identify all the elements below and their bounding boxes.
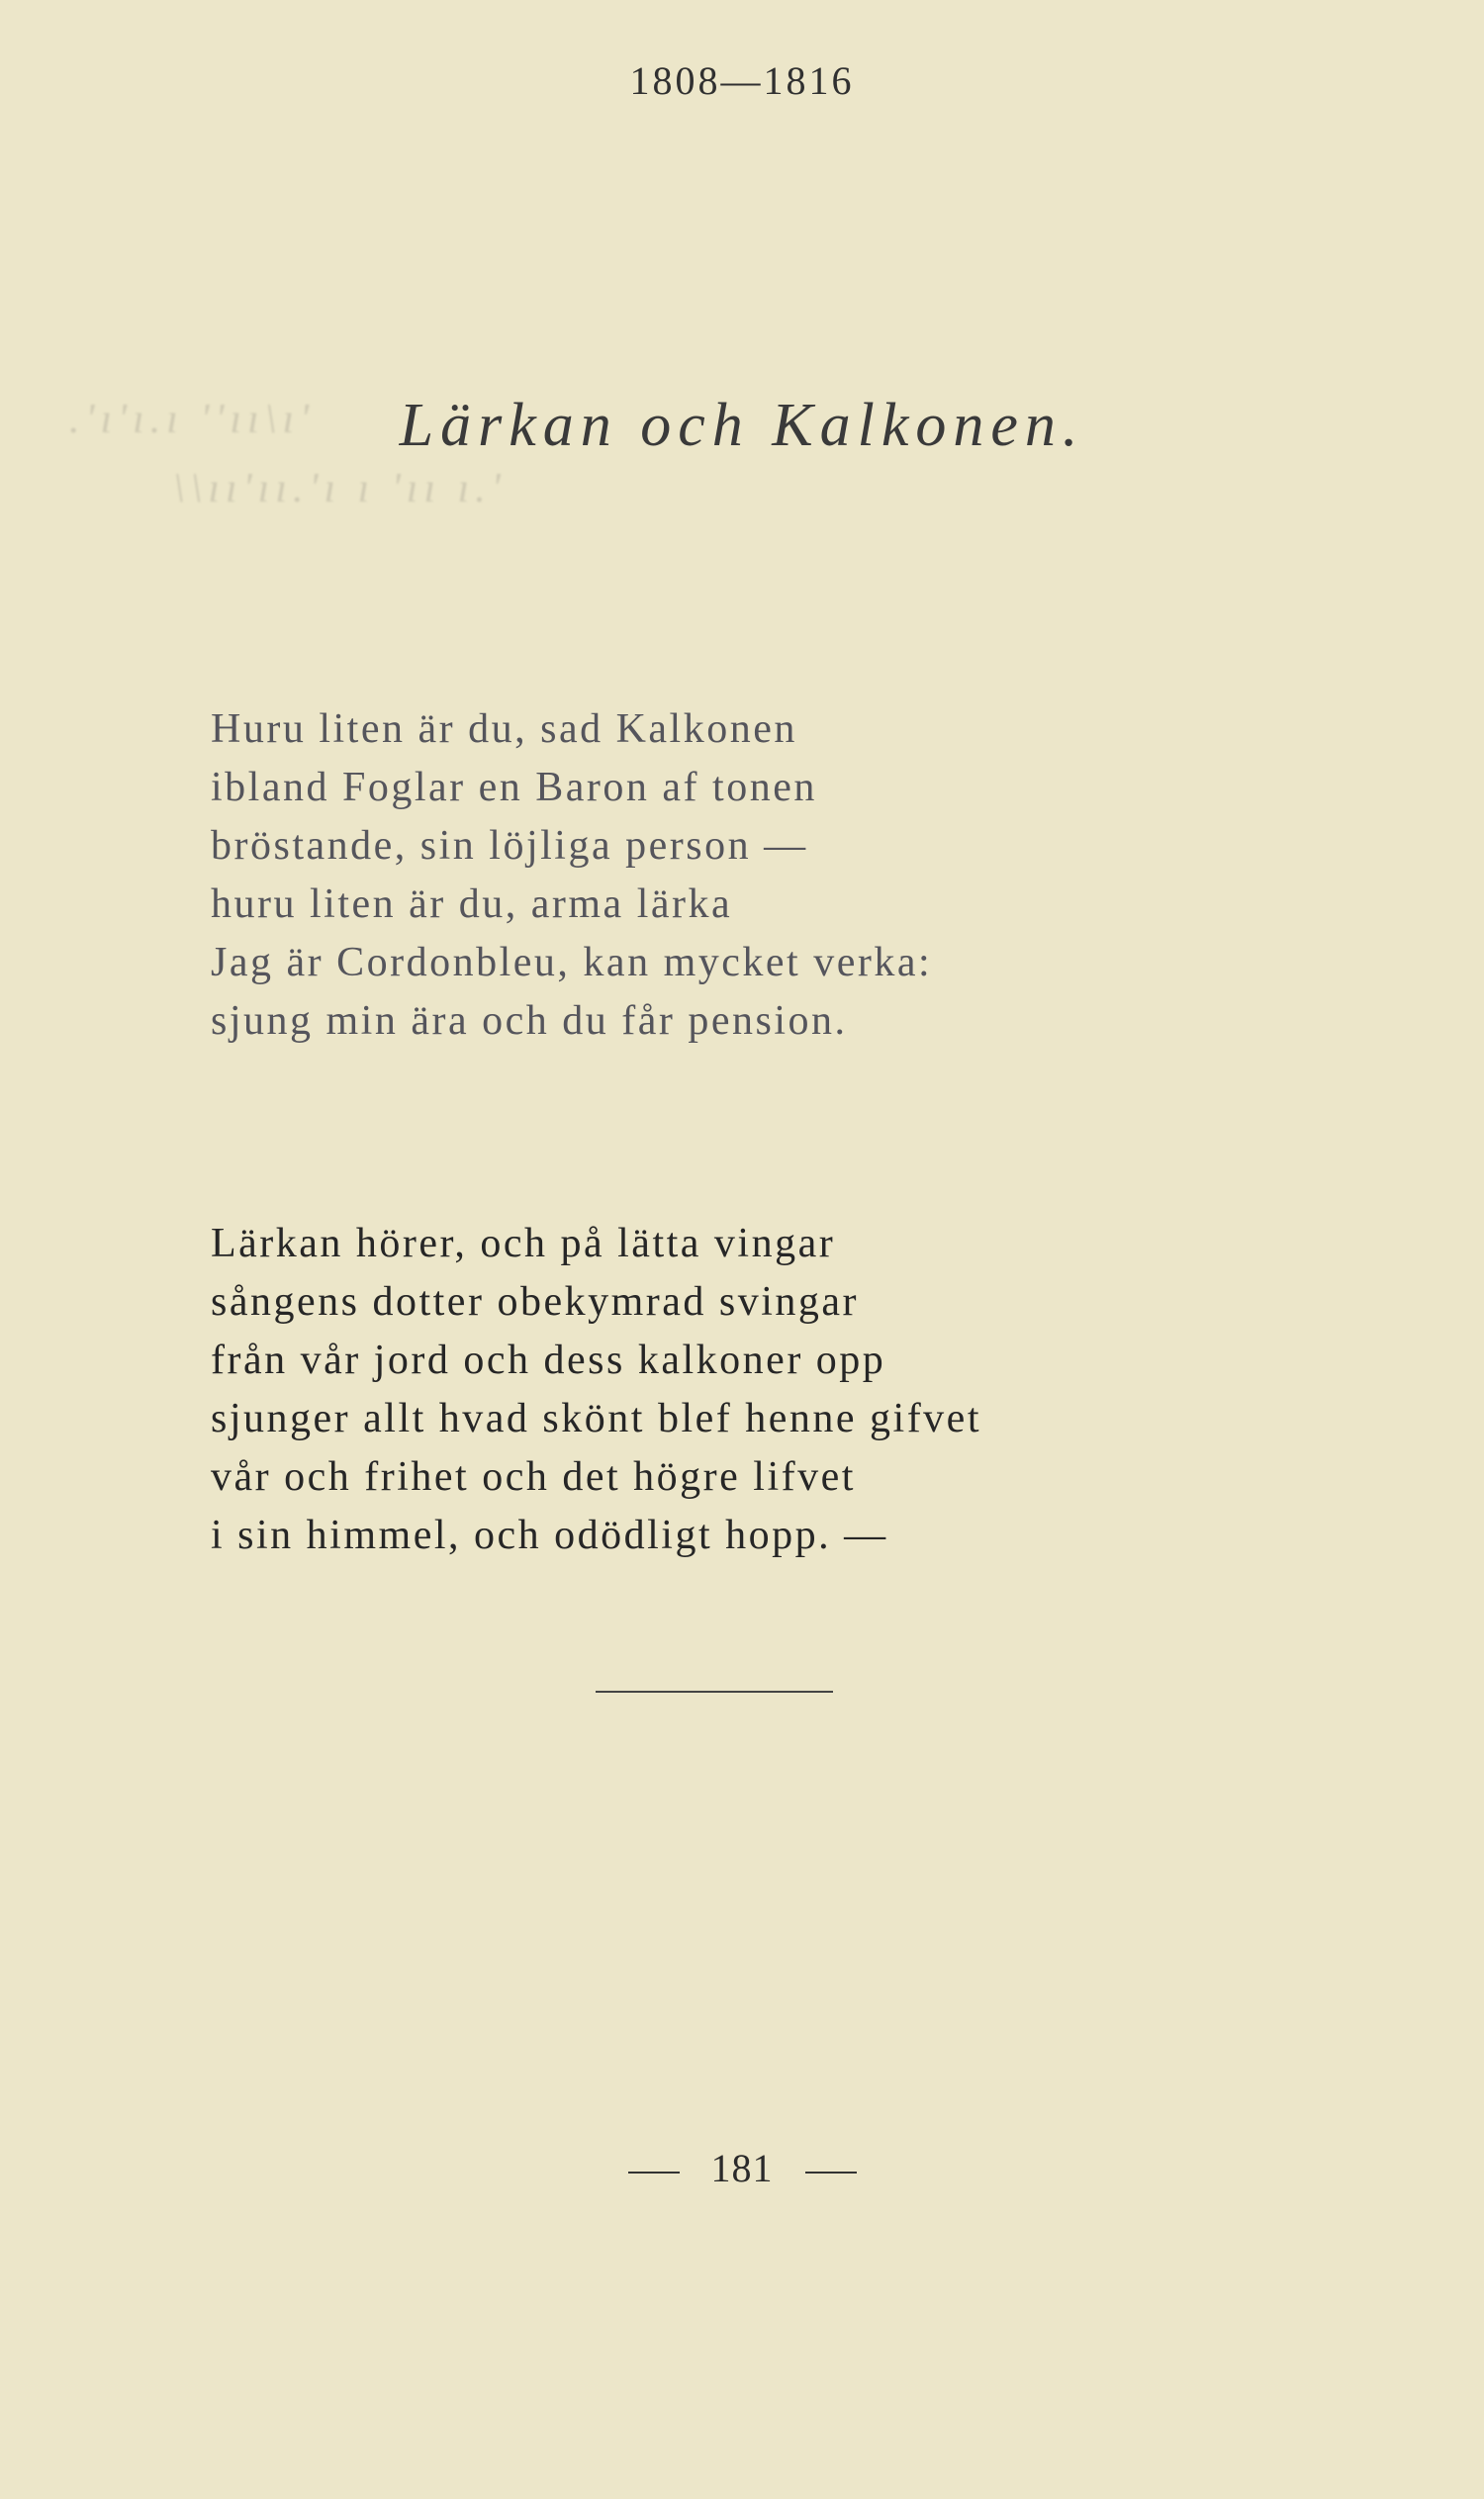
verse-line: Jag är Cordonbleu, kan mycket verka:	[211, 940, 933, 985]
verse-line: sjunger allt hvad skönt blef henne gifvet	[211, 1396, 981, 1441]
verse-line: ibland Foglar en Baron af tonen	[211, 765, 817, 810]
poem-title: Lärkan och Kalkonen.	[399, 392, 1085, 459]
stanza-2	[211, 1215, 981, 1565]
verse-line: sjung min ära och du får pension.	[211, 998, 848, 1044]
verse-line: från vår jord och dess kalkoner opp	[211, 1338, 886, 1383]
verse-line: huru liten är du, arma lärka	[211, 881, 733, 927]
show-through-text: .'ı'ı.ı ''ıı\ı'	[69, 397, 316, 442]
dash-right	[805, 2172, 857, 2174]
section-divider	[596, 1691, 833, 1693]
dash-left	[628, 2172, 680, 2174]
page-number: 181	[710, 2146, 774, 2190]
stanza-1	[211, 700, 932, 1051]
verse-line: i sin himmel, och odödligt hopp. —	[211, 1513, 888, 1558]
show-through-text: \\ıı'ıı.'ı ı 'ıı ı.'	[173, 466, 507, 511]
running-head: 1808—1816	[629, 58, 855, 103]
verse-line: Huru liten är du, sad Kalkonen	[211, 706, 797, 752]
verse-line: bröstande, sin löjliga person —	[211, 823, 808, 869]
verse-line: Lärkan hörer, och på lätta vingar	[211, 1221, 836, 1266]
verse-line: sångens dotter obekymrad svingar	[211, 1279, 860, 1325]
page-number-footer	[0, 2145, 1484, 2191]
verse-line: vår och frihet och det högre lifvet	[211, 1454, 856, 1500]
